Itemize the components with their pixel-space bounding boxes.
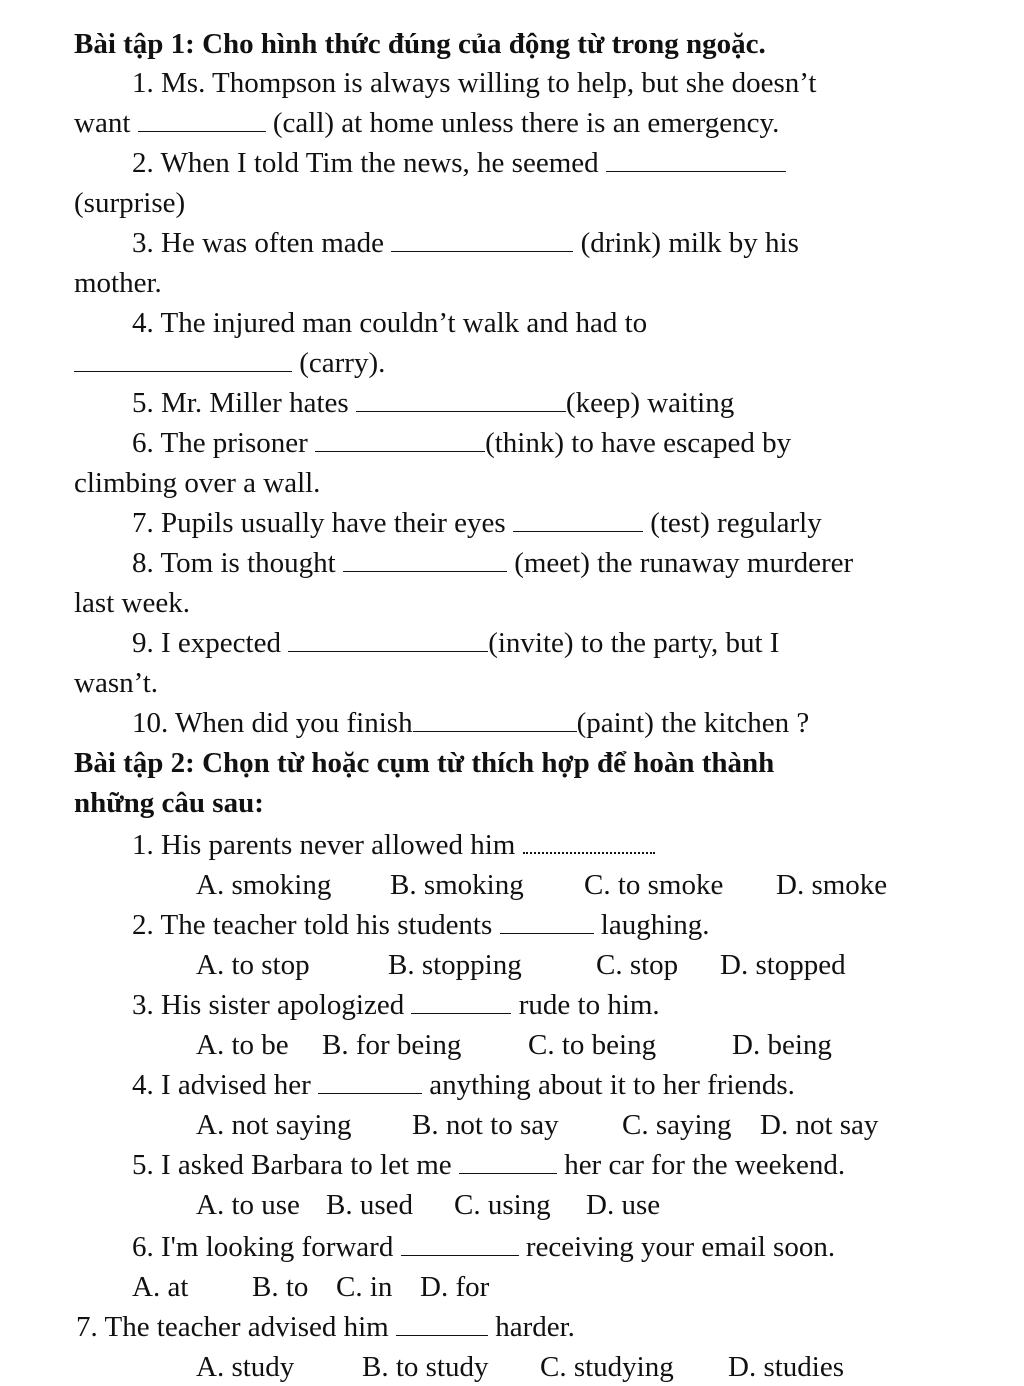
ex1-q10: 10. When did you finish (paint) the kitchen ? xyxy=(132,707,810,739)
ex1-q4-line1: 4. The injured man couldn’t walk and had to xyxy=(132,307,648,339)
option-b[interactable]: B. to xyxy=(252,1271,309,1303)
option-d[interactable]: D. use xyxy=(586,1189,661,1221)
option-b[interactable]: B. to study xyxy=(362,1351,489,1383)
option-d[interactable]: D. stopped xyxy=(720,949,846,981)
exercise-2-title-line2: những câu sau: xyxy=(74,787,264,819)
option-d[interactable]: D. studies xyxy=(728,1351,844,1383)
exercise-2-title-line1: Bài tập 2: Chọn từ hoặc cụm từ thích hợp để hoàn thành xyxy=(74,747,775,779)
answer-blank[interactable] xyxy=(138,107,266,132)
option-d[interactable]: D. not say xyxy=(760,1109,879,1141)
option-c[interactable]: C. to smoke xyxy=(584,869,724,901)
option-a[interactable]: A. smoking xyxy=(196,869,332,901)
answer-blank[interactable] xyxy=(411,989,511,1014)
ex1-q2-line1: 2. When I told Tim the news, he seemed xyxy=(132,144,786,182)
option-d[interactable]: D. being xyxy=(732,1029,832,1061)
answer-blank[interactable] xyxy=(523,828,655,854)
ex1-q2-line2: (surprise) xyxy=(74,187,186,219)
answer-blank[interactable] xyxy=(356,387,566,412)
ex2-q2: 2. The teacher told his students laughing. xyxy=(132,909,710,941)
ex1-q7: 7. Pupils usually have their eyes (test) regularly xyxy=(132,507,822,539)
answer-blank[interactable] xyxy=(318,1069,422,1094)
ex2-q4: 4. I advised her anything about it to her friends. xyxy=(132,1069,795,1101)
ex2-q3: 3. His sister apologized rude to him. xyxy=(132,989,660,1021)
option-c[interactable]: C. stop xyxy=(596,949,679,981)
option-b[interactable]: B. stopping xyxy=(388,949,522,981)
option-d[interactable]: D. for xyxy=(420,1271,490,1303)
ex1-q9-line1: 9. I expected (invite) to the party, but I xyxy=(132,627,780,659)
option-a[interactable]: A. at xyxy=(132,1271,189,1303)
ex2-q1: 1. His parents never allowed him xyxy=(132,826,655,864)
option-c[interactable]: C. studying xyxy=(540,1351,674,1383)
option-d[interactable]: D. smoke xyxy=(776,869,888,901)
option-a[interactable]: A. not saying xyxy=(196,1109,352,1141)
option-a[interactable]: A. to be xyxy=(196,1029,289,1061)
ex1-q6-line2: climbing over a wall. xyxy=(74,467,321,499)
ex1-q8-line2: last week. xyxy=(74,587,190,619)
option-b[interactable]: B. for being xyxy=(322,1029,462,1061)
option-c[interactable]: C. to being xyxy=(528,1029,657,1061)
option-c[interactable]: C. in xyxy=(336,1271,393,1303)
option-c[interactable]: C. using xyxy=(454,1189,551,1221)
answer-blank[interactable] xyxy=(401,1231,519,1256)
answer-blank[interactable] xyxy=(459,1149,557,1174)
answer-blank[interactable] xyxy=(396,1311,488,1336)
option-b[interactable]: B. not to say xyxy=(412,1109,559,1141)
answer-blank[interactable] xyxy=(500,909,594,934)
ex1-q3-line2: mother. xyxy=(74,267,162,299)
ex1-q8-line1: 8. Tom is thought (meet) the runaway murderer xyxy=(132,547,854,579)
answer-blank[interactable] xyxy=(513,507,643,532)
answer-blank[interactable] xyxy=(288,627,488,652)
ex2-q7: 7. The teacher advised him harder. xyxy=(76,1311,575,1343)
ex1-q9-line2: wasn’t. xyxy=(74,667,159,699)
answer-blank[interactable] xyxy=(391,227,573,252)
exercise-1-title: Bài tập 1: Cho hình thức đúng của động từ trong ngoặc. xyxy=(74,28,766,60)
answer-blank[interactable] xyxy=(74,347,292,372)
ex2-q6: 6. I'm looking forward receiving your email soon. xyxy=(132,1231,836,1263)
option-a[interactable]: A. to stop xyxy=(196,949,310,981)
option-a[interactable]: A. study xyxy=(196,1351,295,1383)
ex1-q4-line2: (carry). xyxy=(74,344,385,382)
ex1-q3-line1: 3. He was often made (drink) milk by his xyxy=(132,227,799,259)
option-b[interactable]: B. smoking xyxy=(390,869,524,901)
answer-blank[interactable] xyxy=(413,707,577,732)
answer-blank[interactable] xyxy=(343,547,507,572)
ex1-q1-line1: 1. Ms. Thompson is always willing to help, but she doesn’t xyxy=(132,67,817,99)
answer-blank[interactable] xyxy=(315,427,485,452)
ex1-q1-line2: want (call) at home unless there is an emergency. xyxy=(74,107,780,139)
answer-blank[interactable] xyxy=(606,147,786,172)
option-a[interactable]: A. to use xyxy=(196,1189,300,1221)
option-b[interactable]: B. used xyxy=(326,1189,413,1221)
ex1-q5: 5. Mr. Miller hates (keep) waiting xyxy=(132,387,735,419)
option-c[interactable]: C. saying xyxy=(622,1109,732,1141)
ex2-q5: 5. I asked Barbara to let me her car for the weekend. xyxy=(132,1149,846,1181)
ex1-q6-line1: 6. The prisoner (think) to have escaped by xyxy=(132,427,792,459)
